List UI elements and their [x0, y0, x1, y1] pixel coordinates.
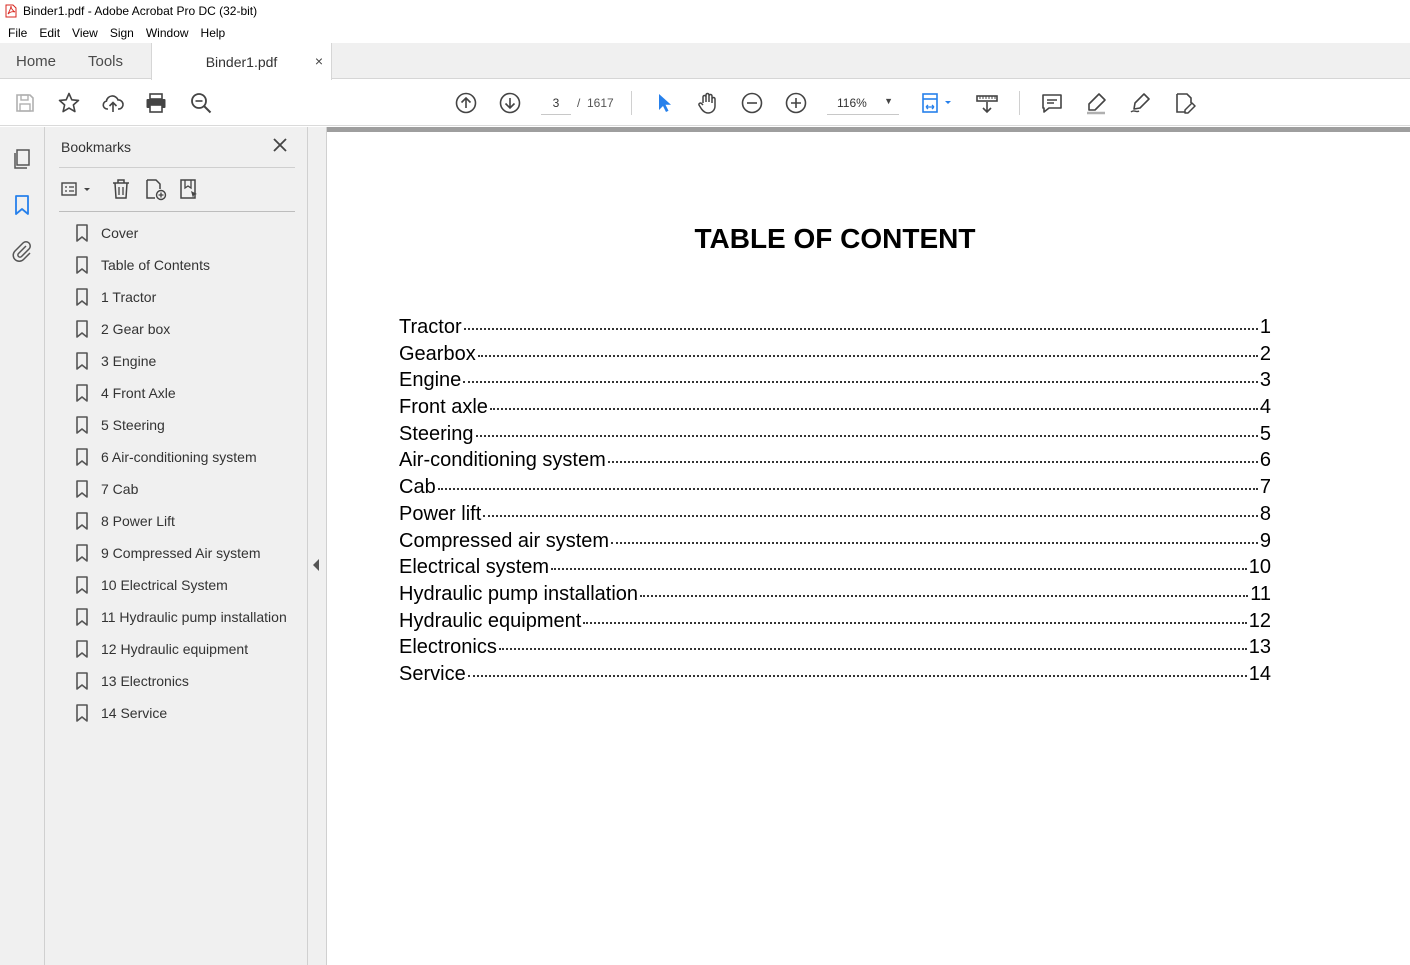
toc-entry[interactable] — [399, 369, 1271, 396]
bookmark-item[interactable] — [75, 383, 295, 415]
toc-entry-title: Cab — [399, 476, 436, 499]
toc-entry-page: 5 — [1259, 422, 1271, 445]
tab-tools[interactable]: Tools — [88, 52, 124, 70]
acrobat-app-icon — [5, 4, 17, 18]
next-page-icon[interactable] — [498, 91, 522, 115]
title-bar — [0, 0, 1410, 22]
bookmark-from-selection-icon[interactable] — [177, 177, 201, 201]
menu-sign[interactable]: Sign — [109, 25, 134, 40]
bookmark-icon — [75, 640, 89, 658]
chevron-down-icon: ▼ — [884, 96, 893, 106]
toc-leader-dots — [499, 648, 1247, 650]
bookmark-icon — [75, 288, 89, 306]
toc-entry-title: Power lift — [399, 502, 482, 525]
toc-entry-page: 12 — [1248, 609, 1271, 632]
tab-home[interactable]: Home — [16, 52, 57, 70]
select-cursor-icon[interactable] — [652, 91, 676, 115]
toc-leader-dots — [478, 355, 1258, 357]
toc-entry-page: 8 — [1259, 502, 1271, 525]
toc-leader-dots — [608, 461, 1258, 463]
table-of-contents — [399, 316, 1271, 690]
toc-entry-title: Engine — [399, 369, 462, 392]
toc-leader-dots — [551, 568, 1247, 570]
bookmarks-icon[interactable] — [10, 193, 34, 217]
bookmark-options-icon[interactable] — [59, 177, 95, 201]
toc-leader-dots — [468, 675, 1247, 677]
bookmarks-panel — [45, 127, 308, 965]
toc-leader-dots — [611, 542, 1258, 544]
bookmark-label: Table of Contents — [101, 257, 210, 273]
toolbar-divider — [1019, 91, 1020, 115]
toc-entry-page: 3 — [1259, 369, 1271, 392]
bookmark-label: 2 Gear box — [101, 321, 171, 337]
bookmark-icon — [75, 544, 89, 562]
bookmark-label: 3 Engine — [101, 353, 157, 369]
toc-entry[interactable] — [399, 503, 1271, 530]
menu-view[interactable]: View — [72, 25, 98, 40]
toc-leader-dots — [476, 435, 1258, 437]
bookmark-icon — [75, 352, 89, 370]
highlight-icon[interactable] — [1084, 91, 1108, 115]
toc-entry-title: Gearbox — [399, 342, 476, 365]
attachments-icon[interactable] — [10, 239, 34, 263]
toc-leader-dots — [583, 622, 1246, 624]
toc-entry[interactable] — [399, 449, 1271, 476]
bookmark-icon — [75, 256, 89, 274]
hand-tool-icon[interactable] — [696, 91, 720, 115]
toc-entry-page: 6 — [1259, 449, 1271, 472]
toc-entry-page: 9 — [1259, 529, 1271, 552]
close-panel-icon[interactable] — [271, 136, 289, 154]
toc-entry-page: 2 — [1259, 342, 1271, 365]
page-total: 1617 — [587, 96, 614, 110]
toc-entry-title: Front axle — [399, 396, 488, 419]
toc-entry-title: Electrical system — [399, 556, 550, 579]
toc-entry-title: Compressed air system — [399, 529, 610, 552]
bookmark-icon — [75, 448, 89, 466]
bookmark-item[interactable] — [75, 319, 295, 351]
toc-entry[interactable] — [399, 610, 1271, 637]
toc-entry-title: Service — [399, 662, 466, 685]
toc-entry[interactable] — [399, 396, 1271, 423]
zoom-out-icon[interactable] — [740, 91, 764, 115]
new-bookmark-icon[interactable] — [143, 177, 167, 201]
bookmark-item[interactable] — [75, 639, 295, 671]
upload-cloud-icon[interactable] — [101, 91, 125, 115]
print-icon[interactable] — [144, 91, 168, 115]
toc-entry[interactable] — [399, 423, 1271, 450]
toc-entry[interactable] — [399, 583, 1271, 610]
toc-leader-dots — [438, 488, 1258, 490]
page-number-input[interactable] — [541, 91, 571, 115]
comment-icon[interactable] — [1040, 91, 1064, 115]
bookmark-label: 11 Hydraulic pump installation — [101, 609, 287, 625]
fill-sign-icon[interactable] — [1172, 91, 1196, 115]
bookmark-icon — [75, 576, 89, 594]
bookmark-item[interactable] — [75, 479, 295, 511]
draw-pen-icon[interactable] — [1128, 91, 1152, 115]
toc-entry[interactable] — [399, 556, 1271, 583]
page-fit-icon[interactable] — [921, 91, 955, 115]
toc-entry[interactable] — [399, 636, 1271, 663]
menu-edit[interactable]: Edit — [39, 25, 61, 40]
panel-divider — [59, 167, 295, 168]
toc-entry-title: Hydraulic equipment — [399, 609, 582, 632]
bookmarks-list — [75, 223, 295, 735]
bookmark-item[interactable] — [75, 287, 295, 319]
bookmark-item[interactable] — [75, 575, 295, 607]
toc-entry-page: 13 — [1248, 636, 1271, 659]
bookmark-label: 8 Power Lift — [101, 513, 175, 529]
toc-entry[interactable] — [399, 343, 1271, 370]
panel-collapse-strip[interactable] — [308, 127, 327, 965]
bookmark-label: Cover — [101, 225, 139, 241]
zoom-level-dropdown[interactable] — [827, 91, 899, 115]
zoom-level-value: 116% — [837, 96, 867, 110]
toc-entry-title: Hydraulic pump installation — [399, 582, 639, 605]
toc-entry-page: 1 — [1259, 316, 1271, 338]
toc-leader-dots — [490, 408, 1258, 410]
toc-entry-page: 11 — [1250, 582, 1271, 605]
toc-entry-page: 4 — [1259, 396, 1271, 419]
scroll-mode-icon[interactable] — [975, 91, 999, 115]
menu-window[interactable]: Window — [145, 25, 189, 40]
page-thumbnails-icon[interactable] — [10, 147, 34, 171]
collapse-panel-icon[interactable] — [313, 559, 319, 571]
toc-entry[interactable] — [399, 316, 1271, 343]
bookmark-item[interactable] — [75, 703, 295, 735]
panel-divider — [59, 211, 295, 212]
bookmark-label: 5 Steering — [101, 417, 165, 433]
bookmark-label: 1 Tractor — [101, 289, 157, 305]
toc-leader-dots — [483, 515, 1258, 517]
bookmark-item[interactable] — [75, 351, 295, 383]
bookmark-icon — [75, 480, 89, 498]
menu-help[interactable]: Help — [200, 25, 226, 40]
bookmark-icon — [75, 384, 89, 402]
document-view[interactable] — [327, 127, 1410, 965]
main-toolbar — [0, 80, 1410, 126]
toc-entry[interactable] — [399, 530, 1271, 557]
bookmark-label: 6 Air-conditioning system — [101, 449, 257, 465]
bookmark-item[interactable] — [75, 511, 295, 543]
bookmark-icon — [75, 608, 89, 626]
toc-entry-page: 7 — [1259, 476, 1271, 499]
toc-entry-page: 10 — [1248, 556, 1271, 579]
tab-document-label: Binder1.pdf — [205, 53, 278, 70]
bookmark-label: 10 Electrical System — [101, 577, 228, 593]
toc-entry[interactable] — [399, 476, 1271, 503]
toc-entry-title: Electronics — [399, 636, 497, 659]
navigation-rail — [0, 127, 45, 965]
search-zoom-icon[interactable] — [189, 91, 213, 115]
document-heading: TABLE OF CONTENT — [694, 223, 976, 254]
bookmark-label: 12 Hydraulic equipment — [101, 641, 249, 657]
delete-bookmark-icon[interactable] — [109, 177, 133, 201]
bookmark-item[interactable] — [75, 223, 295, 255]
toolbar-divider — [631, 91, 632, 115]
bookmark-icon — [75, 704, 89, 722]
toc-leader-dots — [463, 381, 1258, 383]
menu-bar — [0, 22, 1410, 43]
bookmark-label: 4 Front Axle — [101, 385, 176, 401]
star-icon[interactable] — [57, 91, 81, 115]
toc-entry-title: Steering — [399, 422, 474, 445]
window-title: Binder1.pdf - Adobe Acrobat Pro DC (32-bit) — [23, 4, 258, 18]
bookmark-item[interactable] — [75, 447, 295, 479]
bookmark-item[interactable] — [75, 607, 295, 639]
zoom-in-icon[interactable] — [784, 91, 808, 115]
bookmark-label: 9 Compressed Air system — [101, 545, 261, 561]
save-icon[interactable] — [13, 91, 37, 115]
bookmark-item[interactable] — [75, 415, 295, 447]
tab-bar — [0, 43, 1410, 79]
bookmark-label: 13 Electronics — [101, 673, 189, 689]
page-top-edge — [327, 127, 1410, 132]
bookmark-label: 7 Cab — [101, 481, 139, 497]
page-separator: / — [577, 96, 581, 110]
bookmark-icon — [75, 672, 89, 690]
previous-page-icon[interactable] — [454, 91, 478, 115]
bookmark-item[interactable] — [75, 255, 295, 287]
menu-file[interactable]: File — [8, 25, 28, 40]
toc-entry[interactable] — [399, 663, 1271, 690]
bookmark-icon — [75, 320, 89, 338]
toc-entry-page: 14 — [1248, 662, 1271, 685]
toc-leader-dots — [640, 595, 1248, 597]
toc-entry-title: Tractor — [399, 316, 462, 338]
toc-leader-dots — [464, 328, 1258, 330]
bookmark-icon — [75, 512, 89, 530]
bookmark-icon — [75, 416, 89, 434]
bookmark-item[interactable] — [75, 543, 295, 575]
bookmark-icon — [75, 224, 89, 242]
tab-document[interactable] — [151, 43, 332, 80]
bookmarks-panel-title: Bookmarks — [61, 139, 132, 155]
bookmark-item[interactable] — [75, 671, 295, 703]
toc-entry-title: Air-conditioning system — [399, 449, 606, 472]
bookmark-label: 14 Service — [101, 705, 168, 721]
close-tab-icon[interactable]: × — [314, 53, 323, 69]
